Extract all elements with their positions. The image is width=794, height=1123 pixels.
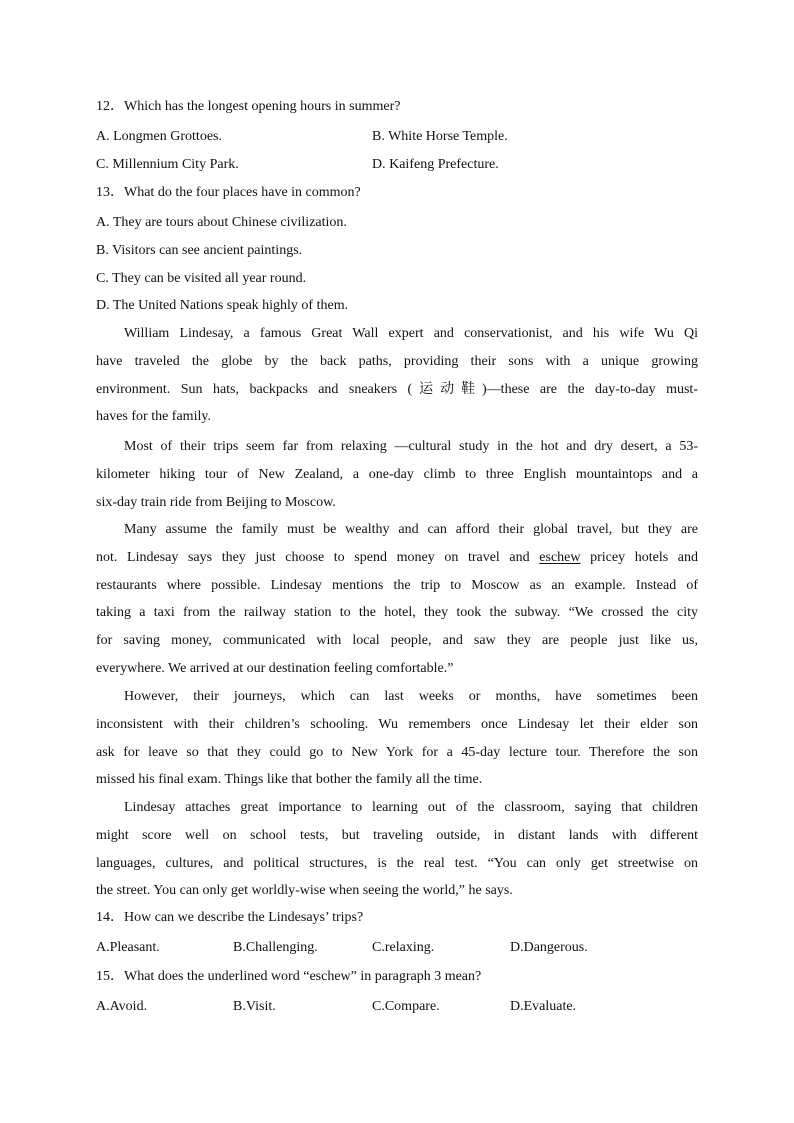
paragraph-line: six-day train ride from Beijing to Moscow. — [96, 494, 336, 510]
paragraph-line: haves for the family. — [96, 409, 211, 425]
paragraph-line: might score well on school tests, but traveling outside, in distant lands with different — [96, 827, 698, 843]
paragraph-line: everywhere. We arrived at our destination feeling comfortable.” — [96, 660, 454, 676]
paragraph-line: kilometer hiking tour of New Zealand, a one-day climb to three English mountaintops and a — [96, 466, 698, 482]
question-13-option-b: B. Visitors can see ancient paintings. — [96, 243, 303, 258]
question-12-option-c: C. Millennium City Park. — [96, 157, 239, 172]
passage-paragraph-1 — [96, 320, 698, 431]
question-15-option-b: B.Visit. — [233, 999, 276, 1014]
passage-paragraph-4 — [96, 683, 698, 794]
question-12-stem: 12．Which has the longest opening hours in summer? — [96, 99, 401, 114]
question-14-option-d: D.Dangerous. — [510, 940, 588, 955]
paragraph-line: languages, cultures, and political structures, is the real test. “You can only get streetwise on — [96, 855, 698, 871]
passage-paragraph-2 — [96, 433, 698, 516]
paragraph-line: However, their journeys, which can last weeks or months, have sometimes been — [124, 689, 698, 704]
paragraph-line-start: not. Lindesay says they just choose to spend money on travel and — [96, 549, 540, 565]
question-14-stem: 14．How can we describe the Lindesays’ trips? — [96, 910, 364, 925]
passage-paragraph-5 — [96, 794, 698, 905]
paragraph-line: inconsistent with their children’s schooling. Wu remembers once Lindesay let their elder son — [96, 716, 698, 732]
paragraph-line: the street. You can only get worldly-wise when seeing the world,” he says. — [96, 883, 513, 899]
question-13-stem: 13．What do the four places have in common? — [96, 185, 361, 200]
paragraph-line: Many assume the family must be wealthy and can afford their global travel, but they are — [124, 522, 698, 537]
question-14-option-a: A.Pleasant. — [96, 940, 160, 955]
paragraph-line: have traveled the globe by the back paths, providing their sons with a unique growing — [96, 353, 698, 369]
paragraph-line: William Lindesay, a famous Great Wall expert and conservationist, and his wife Wu Qi — [124, 326, 698, 341]
paragraph-line: for saving money, communicated with local people, and saw they are people just like us, — [96, 633, 698, 649]
question-15-option-c: C.Compare. — [372, 999, 440, 1014]
underlined-word-eschew: eschew — [539, 549, 581, 565]
paragraph-line: restaurants where possible. Lindesay mentions the trip to Moscow as an example. Instead of — [96, 577, 698, 593]
paragraph-line: environment. Sun hats, backpacks and sneakers (运动鞋)—these are the day-to-day must- — [96, 381, 698, 397]
paragraph-line: ask for leave so that they could go to New York for a 45-day lecture tour. Therefore the son — [96, 744, 698, 760]
passage-paragraph-3 — [96, 516, 698, 683]
question-15-stem: 15．What does the underlined word “eschew” in paragraph 3 mean? — [96, 969, 482, 984]
paragraph-line: missed his final exam. Things like that bother the family all the time. — [96, 772, 483, 788]
question-12-option-a: A. Longmen Grottoes. — [96, 129, 222, 144]
question-13-option-a: A. They are tours about Chinese civilization. — [96, 215, 347, 230]
question-14-option-b: B.Challenging. — [233, 940, 318, 955]
question-14-option-c: C.relaxing. — [372, 940, 435, 955]
paragraph-line: Lindesay attaches great importance to learning out of the classroom, saying that children — [124, 800, 698, 815]
question-13-option-c: C. They can be visited all year round. — [96, 271, 307, 286]
question-12-option-b: B. White Horse Temple. — [372, 129, 508, 144]
paragraph-line: Most of their trips seem far from relaxing —cultural study in the hot and dry desert, a 53- — [124, 439, 698, 454]
paragraph-line: taking a taxi from the railway station to the hotel, they took the subway. “We crossed the city — [96, 605, 698, 621]
question-12-option-d: D. Kaifeng Prefecture. — [372, 157, 499, 172]
question-13-option-d: D. The United Nations speak highly of them. — [96, 298, 349, 313]
question-15-option-d: D.Evaluate. — [510, 999, 577, 1014]
paragraph-line-end: pricey hotels and — [580, 549, 698, 565]
question-15-option-a: A.Avoid. — [96, 999, 148, 1014]
paragraph-line — [96, 544, 698, 572]
